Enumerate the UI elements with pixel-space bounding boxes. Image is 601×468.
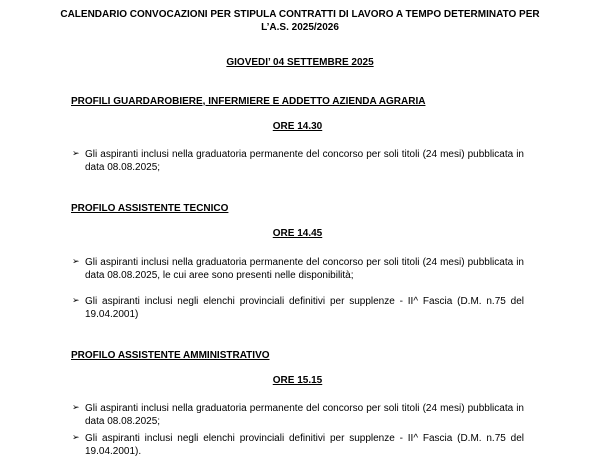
list-item-text: Gli aspiranti inclusi nella graduatoria permanente del concorso per soli titoli (24 mesi) pubblicata in data 08.08.2025, le cui aree sono presenti nelle disponibilità;	[85, 257, 524, 281]
list-item	[71, 402, 524, 428]
list-item-text: Gli aspiranti inclusi nella graduatoria permanente del concorso per soli titoli (24 mesi) pubblicata in data 08.08.2025;	[85, 149, 524, 173]
list-item	[71, 148, 524, 174]
list-item-text: Gli aspiranti inclusi negli elenchi provinciali definitivi per supplenze - II^ Fascia (D.M. n.75 del 19.04.2001).	[85, 433, 524, 457]
list-item	[71, 256, 524, 282]
list-item	[71, 432, 524, 458]
arrow-bullet-icon: ➢	[72, 296, 80, 306]
time-heading-1430: ORE 14.30	[272, 121, 323, 132]
list-item-text: Gli aspiranti inclusi nella graduatoria permanente del concorso per soli titoli (24 mesi) pubblicata in data 08.08.2025;	[85, 403, 524, 427]
list-item-text: Gli aspiranti inclusi negli elenchi provinciali definitivi per supplenze - II^ Fascia (D.M. n.75 del 19.04.2001)	[85, 296, 524, 320]
section-title-guardarobiere: PROFILI GUARDAROBIERE, INFERMIERE E ADDETTO AZIENDA AGRARIA	[71, 96, 426, 107]
arrow-bullet-icon: ➢	[72, 403, 80, 413]
arrow-bullet-icon: ➢	[72, 257, 80, 267]
arrow-bullet-icon: ➢	[72, 433, 80, 443]
document-title: CALENDARIO CONVOCAZIONI PER STIPULA CONTRATTI DI LAVORO A TEMPO DETERMINATO PER L’A.S. 2025/2026	[60, 9, 540, 33]
list-item	[71, 295, 524, 321]
time-heading-1445: ORE 14.45	[272, 228, 323, 239]
section-title-assistente-amministrativo: PROFILO ASSISTENTE AMMINISTRATIVO	[71, 350, 270, 361]
time-heading-1515: ORE 15.15	[272, 375, 323, 386]
section-title-assistente-tecnico: PROFILO ASSISTENTE TECNICO	[71, 203, 229, 214]
arrow-bullet-icon: ➢	[72, 149, 80, 159]
date-heading: GIOVEDI’ 04 SETTEMBRE 2025	[226, 57, 374, 68]
